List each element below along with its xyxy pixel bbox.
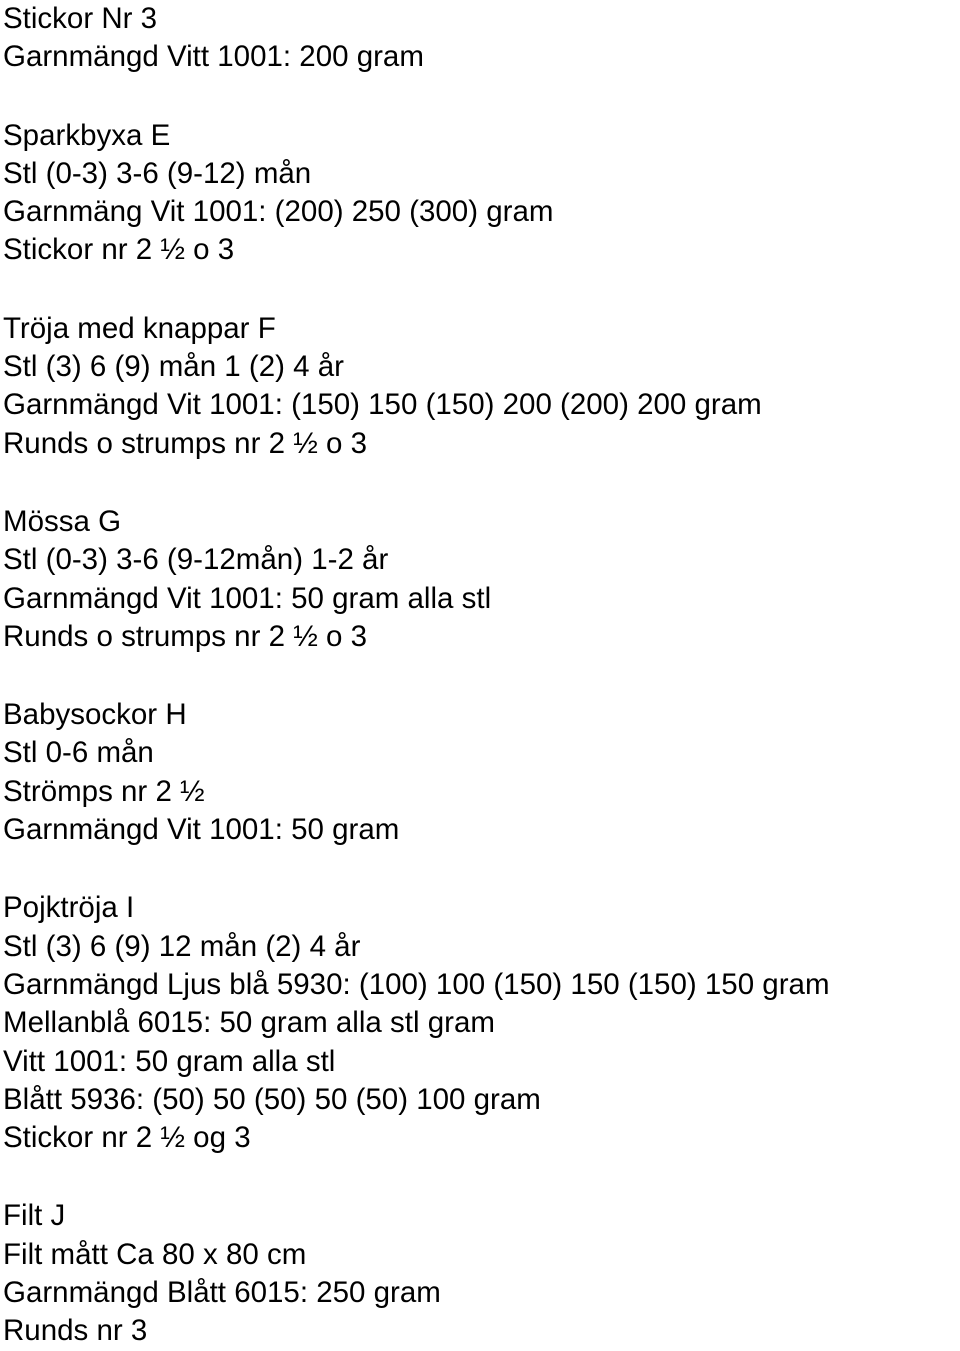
spacer xyxy=(3,656,958,696)
spacer xyxy=(3,77,958,117)
text-line: Stl 0-6 mån xyxy=(3,736,154,770)
text-line: Vitt 1001: 50 gram alla stl xyxy=(3,1044,336,1078)
text-line: Runds o strumps nr 2 ½ o 3 xyxy=(3,619,368,653)
spacer xyxy=(3,849,958,889)
section-title: Babysockor H xyxy=(3,698,187,732)
section-title: Sparkbyxa E xyxy=(3,118,171,152)
text-line: Strömps nr 2 ½ xyxy=(3,774,205,808)
text-line: Garnmängd Vit 1001: 50 gram alla stl xyxy=(3,581,492,615)
spacer xyxy=(3,270,958,310)
spacer xyxy=(3,463,958,503)
text-line: Filt mått Ca 80 x 80 cm xyxy=(3,1237,307,1271)
text-line: Stickor Nr 3 xyxy=(3,2,158,35)
block-sparkbyxa-e xyxy=(3,117,958,270)
text-line: Runds nr 3 xyxy=(3,1314,148,1348)
text-line: Runds o strumps nr 2 ½ o 3 xyxy=(3,426,368,460)
text-line: Garnmängd Vitt 1001: 200 gram xyxy=(3,40,424,74)
block-babysockor-h xyxy=(3,696,958,849)
text-line: Garnmängd Vit 1001: (150) 150 (150) 200 (200) 200 gram xyxy=(3,388,762,422)
section-title: Tröja med knappar F xyxy=(3,311,276,345)
text-line: Garnmängd Vit 1001: 50 gram xyxy=(3,813,400,847)
text-line: Garnmäng Vit 1001: (200) 250 (300) gram xyxy=(3,195,554,229)
block-filt-j xyxy=(3,1197,958,1350)
text-line: Blått 5936: (50) 50 (50) 50 (50) 100 gram xyxy=(3,1082,541,1116)
text-line: Stl (0-3) 3-6 (9-12) mån xyxy=(3,156,312,190)
text-line: Garnmängd Blått 6015: 250 gram xyxy=(3,1276,441,1310)
text-line: Garnmängd Ljus blå 5930: (100) 100 (150) 150 (150) 150 gram xyxy=(3,967,830,1001)
block-stickor xyxy=(3,0,958,77)
text-line: Stickor nr 2 ½ o 3 xyxy=(3,233,235,267)
block-troja-f xyxy=(3,310,958,463)
block-pojktroja-i xyxy=(3,889,958,1157)
block-mossa-g xyxy=(3,503,958,656)
section-title: Mössa G xyxy=(3,504,122,538)
spacer xyxy=(3,1157,958,1197)
text-line: Mellanblå 6015: 50 gram alla stl gram xyxy=(3,1006,495,1040)
text-line: Stl (0-3) 3-6 (9-12mån) 1-2 år xyxy=(3,543,389,577)
section-title: Filt J xyxy=(3,1199,66,1233)
pattern-document xyxy=(3,0,958,1351)
text-line: Stickor nr 2 ½ og 3 xyxy=(3,1121,251,1155)
text-line: Stl (3) 6 (9) 12 mån (2) 4 år xyxy=(3,929,361,963)
text-line: Stl (3) 6 (9) mån 1 (2) 4 år xyxy=(3,350,344,384)
section-title: Pojktröja I xyxy=(3,891,135,925)
